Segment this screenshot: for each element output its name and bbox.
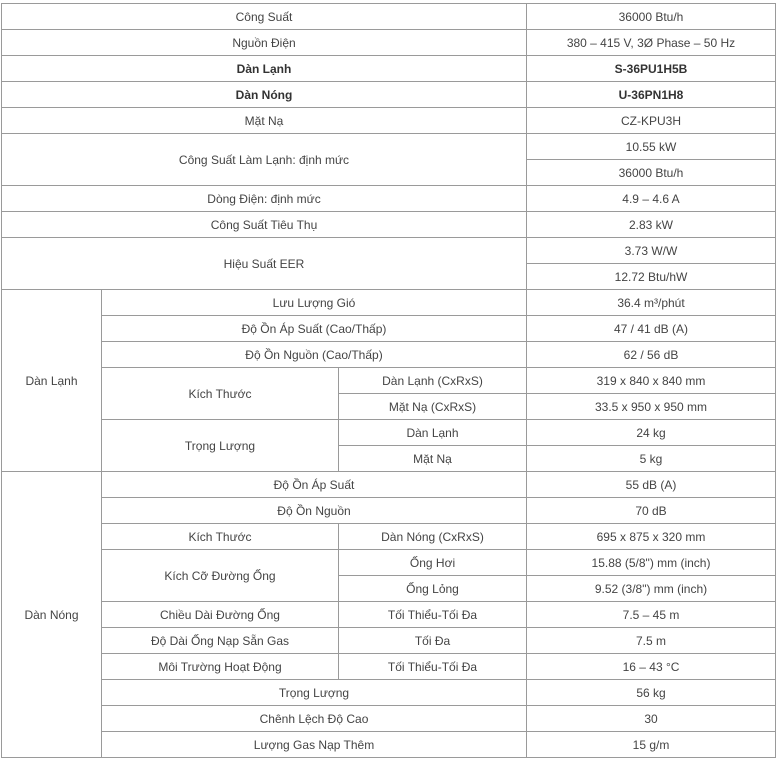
current-label: Dòng Điện: định mức: [2, 186, 527, 212]
table-row: [2, 108, 776, 134]
panel-dimensions-sub: Mặt Nạ (CxRxS): [339, 394, 527, 420]
outdoor-unit-model: U-36PN1H8: [527, 82, 776, 108]
table-row: [2, 212, 776, 238]
cooling-capacity-btu: 36000 Btu/h: [527, 160, 776, 186]
table-row: [2, 550, 776, 576]
table-row: [2, 368, 776, 394]
capacity-value: 36000 Btu/h: [527, 4, 776, 30]
table-row: [2, 732, 776, 758]
outdoor-dimensions-label: Kích Thước: [102, 524, 339, 550]
indoor-noise-pressure-value: 47 / 41 dB (A): [527, 316, 776, 342]
outdoor-unit-label: Dàn Nóng: [2, 82, 527, 108]
panel-weight-value: 5 kg: [527, 446, 776, 472]
cooling-capacity-kw: 10.55 kW: [527, 134, 776, 160]
operating-range-value: 16 – 43 °C: [527, 654, 776, 680]
height-difference-value: 30: [527, 706, 776, 732]
indoor-weight-label: Trọng Lượng: [102, 420, 339, 472]
power-source-value: 380 – 415 V, 3Ø Phase – 50 Hz: [527, 30, 776, 56]
indoor-dimensions-sub: Dàn Lạnh (CxRxS): [339, 368, 527, 394]
liquid-pipe-value: 9.52 (3/8") mm (inch): [527, 576, 776, 602]
table-row: [2, 654, 776, 680]
table-row: [2, 680, 776, 706]
power-consumption-value: 2.83 kW: [527, 212, 776, 238]
power-consumption-label: Công Suất Tiêu Thụ: [2, 212, 527, 238]
indoor-group-label: Dàn Lạnh: [2, 290, 102, 472]
table-row: [2, 56, 776, 82]
outdoor-dimensions-sub: Dàn Nóng (CxRxS): [339, 524, 527, 550]
pipe-length-value: 7.5 – 45 m: [527, 602, 776, 628]
table-row: [2, 290, 776, 316]
outdoor-weight-label: Trọng Lượng: [102, 680, 527, 706]
gas-pipe-value: 15.88 (5/8") mm (inch): [527, 550, 776, 576]
eer-label: Hiệu Suất EER: [2, 238, 527, 290]
spec-table: [1, 3, 776, 758]
airflow-label: Lưu Lượng Gió: [102, 290, 527, 316]
outdoor-noise-pressure-label: Độ Ồn Áp Suất: [102, 472, 527, 498]
table-row: [2, 82, 776, 108]
outdoor-noise-pressure-value: 55 dB (A): [527, 472, 776, 498]
indoor-weight-value: 24 kg: [527, 420, 776, 446]
indoor-unit-model: S-36PU1H5B: [527, 56, 776, 82]
table-row: [2, 420, 776, 446]
airflow-value: 36.4 m³/phút: [527, 290, 776, 316]
eer-value-w: 3.73 W/W: [527, 238, 776, 264]
table-row: [2, 316, 776, 342]
table-row: [2, 602, 776, 628]
panel-dimensions-value: 33.5 x 950 x 950 mm: [527, 394, 776, 420]
outdoor-noise-power-value: 70 dB: [527, 498, 776, 524]
indoor-weight-sub: Dàn Lạnh: [339, 420, 527, 446]
indoor-dimensions-label: Kích Thước: [102, 368, 339, 420]
indoor-dimensions-value: 319 x 840 x 840 mm: [527, 368, 776, 394]
table-row: [2, 498, 776, 524]
liquid-pipe-sub: Ống Lỏng: [339, 576, 527, 602]
panel-model: CZ-KPU3H: [527, 108, 776, 134]
capacity-label: Công Suất: [2, 4, 527, 30]
gas-pipe-sub: Ống Hơi: [339, 550, 527, 576]
outdoor-weight-value: 56 kg: [527, 680, 776, 706]
outdoor-group-label: Dàn Nóng: [2, 472, 102, 758]
cooling-capacity-label: Công Suất Làm Lạnh: định mức: [2, 134, 527, 186]
indoor-unit-label: Dàn Lạnh: [2, 56, 527, 82]
table-row: [2, 4, 776, 30]
precharged-length-sub: Tối Đa: [339, 628, 527, 654]
additional-gas-label: Lượng Gas Nạp Thêm: [102, 732, 527, 758]
pipe-length-sub: Tối Thiểu-Tối Đa: [339, 602, 527, 628]
panel-label: Mặt Nạ: [2, 108, 527, 134]
indoor-noise-power-label: Độ Ồn Nguồn (Cao/Thấp): [102, 342, 527, 368]
panel-weight-sub: Mặt Nạ: [339, 446, 527, 472]
eer-value-btu: 12.72 Btu/hW: [527, 264, 776, 290]
table-row: [2, 472, 776, 498]
additional-gas-value: 15 g/m: [527, 732, 776, 758]
table-row: [2, 524, 776, 550]
table-row: [2, 30, 776, 56]
table-row: [2, 238, 776, 264]
pipe-size-label: Kích Cỡ Đường Ống: [102, 550, 339, 602]
height-difference-label: Chênh Lệch Độ Cao: [102, 706, 527, 732]
table-row: [2, 134, 776, 160]
current-value: 4.9 – 4.6 A: [527, 186, 776, 212]
table-row: [2, 342, 776, 368]
power-source-label: Nguồn Điện: [2, 30, 527, 56]
operating-range-sub: Tối Thiểu-Tối Đa: [339, 654, 527, 680]
pipe-length-label: Chiều Dài Đường Ống: [102, 602, 339, 628]
table-row: [2, 628, 776, 654]
table-row: [2, 706, 776, 732]
table-row: [2, 186, 776, 212]
operating-range-label: Môi Trường Hoạt Động: [102, 654, 339, 680]
precharged-length-label: Độ Dài Ống Nạp Sẵn Gas: [102, 628, 339, 654]
outdoor-noise-power-label: Độ Ồn Nguồn: [102, 498, 527, 524]
indoor-noise-power-value: 62 / 56 dB: [527, 342, 776, 368]
outdoor-dimensions-value: 695 x 875 x 320 mm: [527, 524, 776, 550]
precharged-length-value: 7.5 m: [527, 628, 776, 654]
indoor-noise-pressure-label: Độ Ồn Áp Suất (Cao/Thấp): [102, 316, 527, 342]
